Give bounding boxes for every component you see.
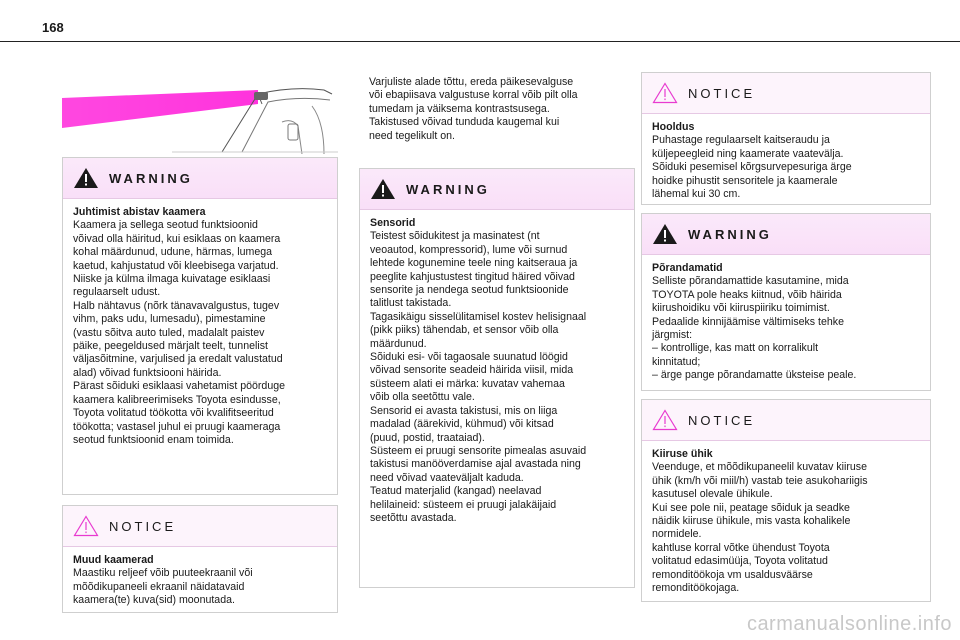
- warning-subtitle: Juhtimist abistav kaamera: [73, 206, 206, 218]
- notice-box-maintenance: [641, 72, 931, 205]
- notice-text: Maastiku reljeef võib puuteekraanil või mõõdikupaneeli ekraanil näidatavaid kaamera(te) kuva(sid) moonutada.: [73, 567, 253, 607]
- warning-text: Selliste põrandamattide kasutamine, mida TOYOTA pole heaks kiitnud, võib häirida kiirushoidiku või kiiruspiiriku toimimist. Pedaalide kinnijäämise vältimiseks tehke järgmist: – kontrollige, kas matt on korralikult kinnitatud; – ärge pange põrandamatte üksteise peale.: [652, 275, 857, 382]
- warning-title: WARNING: [109, 170, 193, 186]
- watermark: carmanualsonline.info: [746, 613, 952, 635]
- warning-text: Kaamera ja sellega seotud funktsioonid võivad olla häiritud, kui esiklaas on kaamera kohal määrdunud, udune, härmas, lumega kaetud, kahjustatud või kleebisega varjatud. Niiske ja külma ilmaga kuivatage esiklaasi regulaarselt udust. Halb nähtavus (nõrk tänavavalgustus, tugev vihm, paks udu, lumesadu), pimestamine (vastu sõitva auto tuled, madalalt paistev päike, peegeldused märjalt teelt, tunnelist väljasõitmine, varjulised ja eredalt valustatud alad) võivad funktsiooni häirida. Pärast sõiduki esiklaasi vahetamist pöörduge kaamera kalibreerimiseks Toyota esindusse, Toyota volitatud töökotta või kvalifitseeritud töökotta; vastasel juhul ei pruugi kaameraga seotud funktsioonid enam toimida.: [73, 219, 285, 446]
- notice-title: NOTICE: [688, 412, 756, 428]
- notice-triangle-icon: [652, 82, 678, 104]
- notice-triangle-icon: [73, 515, 99, 537]
- warning-triangle-icon: [652, 223, 678, 245]
- warning-box-floor-mats: [641, 213, 931, 391]
- notice-title: NOTICE: [688, 85, 756, 101]
- warning-box-sensors: [359, 168, 635, 588]
- warning-subtitle: Põrandamatid: [652, 262, 723, 274]
- notice-text: Puhastage regulaarselt kaitseraudu ja küljepeegleid ning kaamerate vaatevälja. Sõiduki pesemisel kõrgsurvepesuriga ärge hoidke pihustit sensoritele ja kaamerale lähemal kui 30 cm.: [652, 134, 852, 201]
- notice-header: [642, 73, 930, 114]
- warning-title: WARNING: [406, 181, 490, 197]
- notice-subtitle: Hooldus: [652, 121, 695, 133]
- warning-header: [642, 214, 930, 255]
- header-divider: [0, 41, 960, 42]
- intro-paragraph: Varjuliste alade tõttu, ereda päikesevalguse või ebapiisava valgustuse korral võib pilt olla tumedam ja väiksema kontrastsusega. Takistused võivad tunduda kaugemal kui need tegelikult on.: [369, 76, 578, 142]
- notice-header: [642, 400, 930, 441]
- windscreen-camera-illustration: [62, 82, 338, 154]
- notice-title: NOTICE: [109, 518, 177, 534]
- notice-box-speed-unit: [641, 399, 931, 602]
- warning-title: WARNING: [688, 226, 772, 242]
- warning-box-camera: [62, 157, 338, 495]
- notice-subtitle: Muud kaamerad: [73, 554, 154, 566]
- page-number: 168: [42, 20, 64, 35]
- warning-subtitle: Sensorid: [370, 217, 416, 229]
- warning-header: [360, 169, 634, 210]
- warning-text: Teistest sõidukitest ja masinatest (nt veoautod, kompressorid), lume või surnud lehtede kogunemine teele ning kaitseraua ja peeglite kahjustustest tingitud häired võivad sensorite ja nendega seotud funktsioonide talitlust takistada. Tagasikäigu sisselülitamisel kostev helisignaal (pikk piiks) tähendab, et sensor võib olla määrdunud. Sõiduki esi- või tagaosale suunatud löögid võivad sensorite seadeid häirida viisil, mida süsteem alati ei märka: kuvatav vahemaa võib olla seetõttu vale. Sensorid ei avasta takistusi, mis on liiga madalad (äärekivid, kühmud) või kitsad (puud, postid, traataiad). Süsteem ei pruugi sensorite pimealas asuvaid takistusi manööverdamise ajal avastada ning need võivad vaateväljalt kaduda. Teatud materjalid (kangad) neelavad helilaineid: süsteem ei pruugi jalakäijaid seetõttu avastada.: [370, 230, 587, 524]
- notice-subtitle: Kiiruse ühik: [652, 448, 713, 460]
- notice-text: Veenduge, et mõõdikupaneelil kuvatav kiiruse ühik (km/h või miil/h) vastab teie asukohariigis kasutusel olevale ühikule. Kui see pole nii, peatage sõiduk ja seadke näidik kiiruse ühikule, mis vasta kohalikele normidele. kahtluse korral võtke ühendust Toyota volitatud edasimüüja, Toyota volitatud remonditöökoja vm usaldusväärse remonditöökojaga.: [652, 461, 868, 595]
- warning-header: [63, 158, 337, 199]
- warning-triangle-icon: [370, 178, 396, 200]
- notice-header: [63, 506, 337, 547]
- notice-triangle-icon: [652, 409, 678, 431]
- notice-box-other-cameras: [62, 505, 338, 613]
- warning-triangle-icon: [73, 167, 99, 189]
